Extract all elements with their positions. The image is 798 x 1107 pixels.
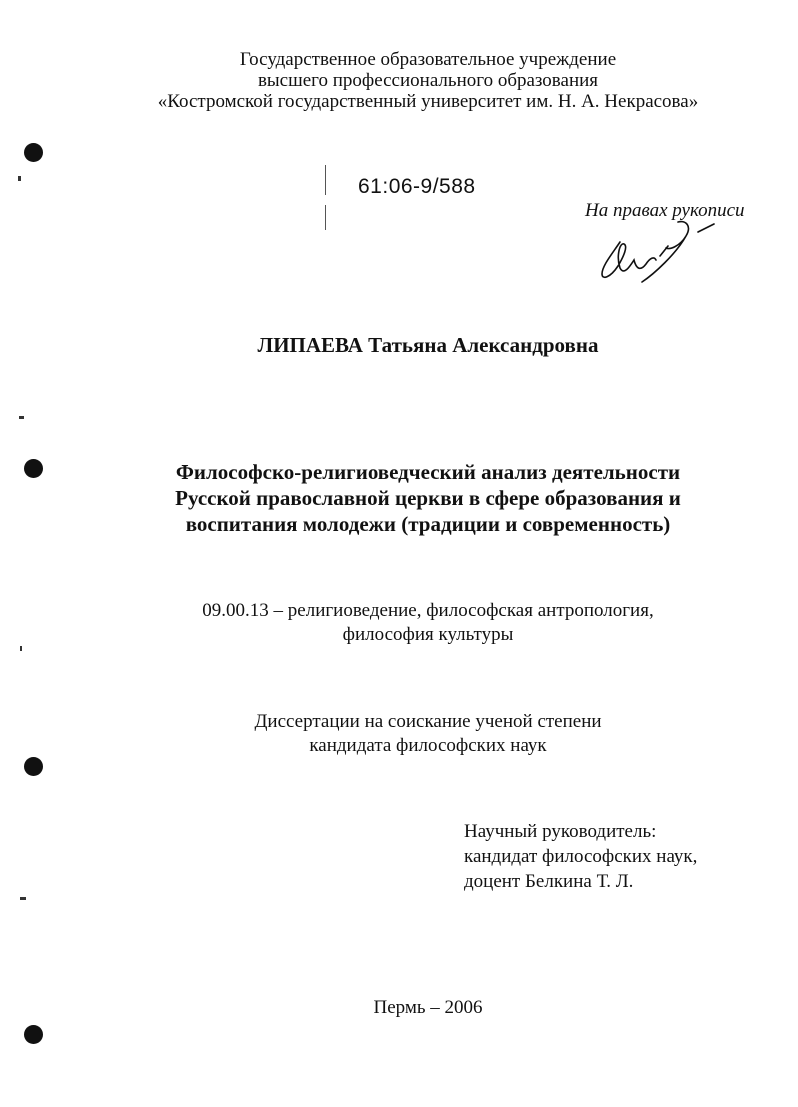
manuscript-rights-note: На правах рукописи (585, 200, 745, 221)
specialty-code (0, 599, 798, 647)
institution-line-3: «Костромской государственный университет им. Н. А. Некрасова» (157, 91, 699, 112)
author-name: ЛИПАЕВА Татьяна Александровна (257, 333, 599, 357)
advisor-line-2: кандидат философских наук, (464, 846, 698, 867)
catalog-code-stamp: 61:06-9/588 (358, 175, 476, 198)
specialty-line-2: философия культуры (342, 624, 514, 645)
institution-line-2: высшего профессионального образования (257, 70, 599, 91)
advisor-line-3: доцент Белкина Т. Л. (464, 871, 634, 892)
scan-speck (19, 416, 24, 419)
title-line-3: воспитания молодежи (традиции и современность) (185, 512, 671, 536)
margin-mark (325, 205, 326, 230)
degree-line-2: кандидата философских наук (309, 735, 547, 756)
binder-hole (24, 1025, 43, 1044)
scan-speck (18, 176, 21, 181)
institution-header (0, 49, 798, 112)
title-line-2: Русской православной церкви в сфере образования и (175, 486, 681, 510)
degree-line-1: Диссертации на соискание ученой степени (254, 711, 602, 732)
title-line-1: Философско-религиоведческий анализ деятельности (175, 460, 681, 484)
institution-line-1: Государственное образовательное учреждение (239, 49, 617, 70)
city-year: Пермь – 2006 (373, 997, 483, 1018)
dissertation-title (0, 459, 798, 537)
scientific-advisor (464, 819, 697, 894)
handwritten-signature (590, 216, 730, 296)
advisor-line-1: Научный руководитель: (464, 821, 657, 842)
binder-hole (24, 757, 43, 776)
margin-mark (325, 165, 326, 195)
specialty-line-1: 09.00.13 – религиоведение, философская антропология, (202, 600, 654, 621)
binder-hole (24, 143, 43, 162)
degree-statement (0, 710, 798, 758)
scan-speck (20, 897, 26, 900)
